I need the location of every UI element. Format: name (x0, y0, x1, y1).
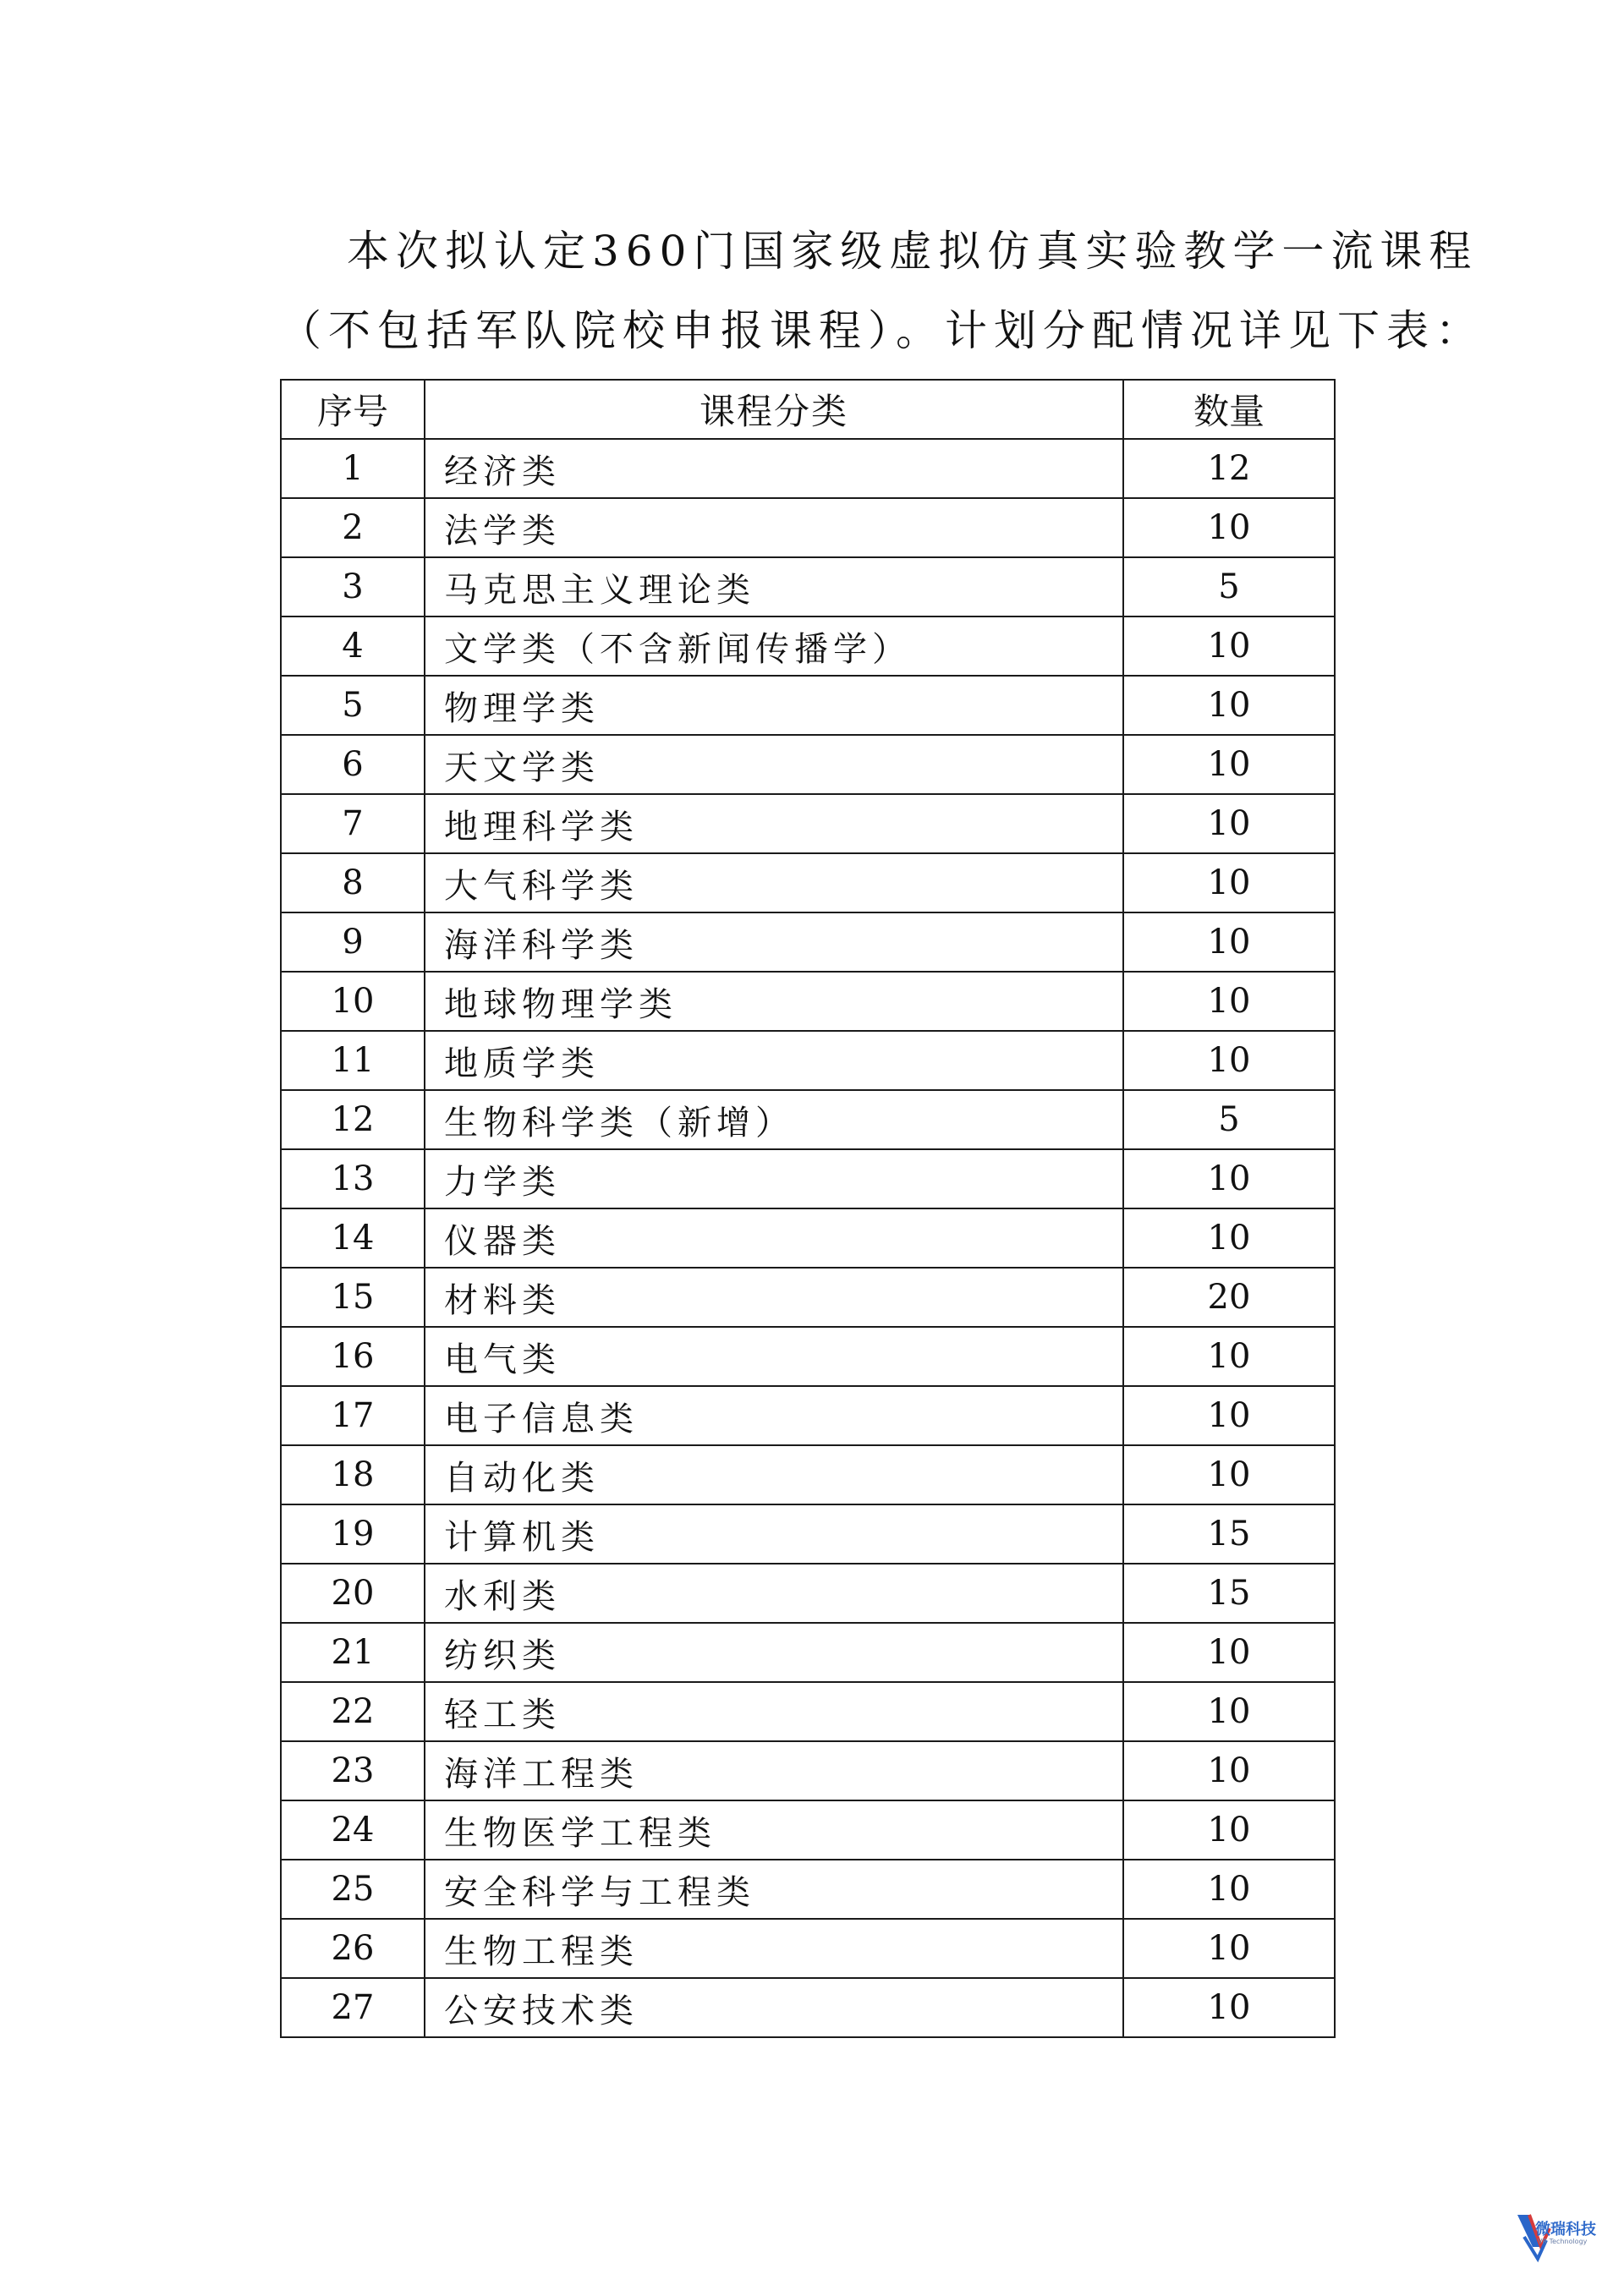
row-category: 轻工类 (425, 1682, 1123, 1741)
row-count: 10 (1123, 735, 1335, 794)
row-count: 15 (1123, 1504, 1335, 1564)
row-category: 地理科学类 (425, 794, 1123, 853)
row-category: 电子信息类 (425, 1386, 1123, 1445)
row-category: 大气科学类 (425, 853, 1123, 912)
row-index: 7 (281, 794, 425, 853)
row-category: 生物工程类 (425, 1919, 1123, 1978)
row-count: 10 (1123, 1031, 1335, 1090)
row-count: 10 (1123, 853, 1335, 912)
row-category: 材料类 (425, 1268, 1123, 1327)
row-index: 3 (281, 557, 425, 616)
row-category: 天文学类 (425, 735, 1123, 794)
table-row (281, 1919, 1335, 1978)
header-category: 课程分类 (425, 380, 1123, 439)
table-row (281, 912, 1335, 972)
table-row (281, 616, 1335, 676)
table-row (281, 1090, 1335, 1149)
row-index: 8 (281, 853, 425, 912)
row-category: 水利类 (425, 1564, 1123, 1623)
header-index: 序号 (281, 380, 425, 439)
row-count: 10 (1123, 1860, 1335, 1919)
table-row (281, 1386, 1335, 1445)
row-count: 5 (1123, 1090, 1335, 1149)
row-count: 10 (1123, 676, 1335, 735)
row-index: 23 (281, 1741, 425, 1800)
table-row (281, 1208, 1335, 1268)
row-index: 10 (281, 972, 425, 1031)
row-count: 10 (1123, 498, 1335, 557)
row-count: 10 (1123, 1741, 1335, 1800)
row-category: 经济类 (425, 439, 1123, 498)
row-count: 10 (1123, 1919, 1335, 1978)
row-index: 26 (281, 1919, 425, 1978)
table-row (281, 1682, 1335, 1741)
row-category: 海洋科学类 (425, 912, 1123, 972)
row-index: 16 (281, 1327, 425, 1386)
table-row (281, 735, 1335, 794)
row-category: 地球物理学类 (425, 972, 1123, 1031)
row-index: 4 (281, 616, 425, 676)
row-category: 自动化类 (425, 1445, 1123, 1504)
table-row (281, 853, 1335, 912)
row-count: 10 (1123, 616, 1335, 676)
row-count: 12 (1123, 439, 1335, 498)
row-count: 10 (1123, 1208, 1335, 1268)
table-row (281, 439, 1335, 498)
intro-line-1: 本次拟认定360门国家级虚拟仿真实验教学一流课程 (347, 227, 1479, 276)
row-count: 10 (1123, 1682, 1335, 1741)
row-index: 24 (281, 1800, 425, 1860)
table-row (281, 1860, 1335, 1919)
row-index: 14 (281, 1208, 425, 1268)
row-index: 13 (281, 1149, 425, 1208)
row-count: 10 (1123, 1149, 1335, 1208)
row-count: 10 (1123, 1623, 1335, 1682)
table-body (281, 439, 1335, 2037)
row-count: 10 (1123, 1978, 1335, 2037)
row-category: 法学类 (425, 498, 1123, 557)
watermark-name: 微瑞科技 (1535, 2221, 1596, 2238)
row-index: 25 (281, 1860, 425, 1919)
row-category: 马克思主义理论类 (425, 557, 1123, 616)
table-row (281, 1741, 1335, 1800)
row-category: 文学类（不含新闻传播学） (425, 616, 1123, 676)
row-category: 物理学类 (425, 676, 1123, 735)
course-allocation-table (280, 379, 1336, 2038)
row-index: 15 (281, 1268, 425, 1327)
row-index: 6 (281, 735, 425, 794)
table-row (281, 972, 1335, 1031)
row-category: 纺织类 (425, 1623, 1123, 1682)
row-count: 10 (1123, 1327, 1335, 1386)
row-index: 27 (281, 1978, 425, 2037)
row-count: 10 (1123, 1445, 1335, 1504)
row-count: 10 (1123, 972, 1335, 1031)
table-row (281, 1623, 1335, 1682)
row-category: 公安技术类 (425, 1978, 1123, 2037)
table-row (281, 1504, 1335, 1564)
row-index: 18 (281, 1445, 425, 1504)
row-count: 5 (1123, 557, 1335, 616)
row-count: 10 (1123, 912, 1335, 972)
table-row (281, 1800, 1335, 1860)
row-index: 11 (281, 1031, 425, 1090)
row-category: 电气类 (425, 1327, 1123, 1386)
intro-paragraph (279, 211, 1484, 370)
row-category: 安全科学与工程类 (425, 1860, 1123, 1919)
row-index: 5 (281, 676, 425, 735)
row-count: 15 (1123, 1564, 1335, 1623)
table-row (281, 1564, 1335, 1623)
row-category: 地质学类 (425, 1031, 1123, 1090)
row-category: 计算机类 (425, 1504, 1123, 1564)
row-index: 19 (281, 1504, 425, 1564)
row-category: 仪器类 (425, 1208, 1123, 1268)
row-count: 20 (1123, 1268, 1335, 1327)
table-row (281, 557, 1335, 616)
table-row (281, 1445, 1335, 1504)
row-category: 海洋工程类 (425, 1741, 1123, 1800)
table-row (281, 676, 1335, 735)
row-index: 1 (281, 439, 425, 498)
row-index: 20 (281, 1564, 425, 1623)
table-header-row (281, 380, 1335, 439)
row-index: 21 (281, 1623, 425, 1682)
row-category: 生物医学工程类 (425, 1800, 1123, 1860)
row-index: 9 (281, 912, 425, 972)
intro-line-2: （不包括军队院校申报课程）。计划分配情况详见下表： (279, 306, 1484, 355)
row-index: 12 (281, 1090, 425, 1149)
table-row (281, 1327, 1335, 1386)
row-count: 10 (1123, 1386, 1335, 1445)
row-count: 10 (1123, 1800, 1335, 1860)
table-row (281, 1978, 1335, 2037)
row-index: 2 (281, 498, 425, 557)
table-row (281, 1268, 1335, 1327)
row-category: 生物科学类（新增） (425, 1090, 1123, 1149)
row-index: 22 (281, 1682, 425, 1741)
watermark-sub: VR Technology (1538, 2238, 1588, 2245)
row-category: 力学类 (425, 1149, 1123, 1208)
table-row (281, 1149, 1335, 1208)
table-row (281, 794, 1335, 853)
row-index: 17 (281, 1386, 425, 1445)
header-count: 数量 (1123, 380, 1335, 439)
table-row (281, 1031, 1335, 1090)
table-row (281, 498, 1335, 557)
row-count: 10 (1123, 794, 1335, 853)
